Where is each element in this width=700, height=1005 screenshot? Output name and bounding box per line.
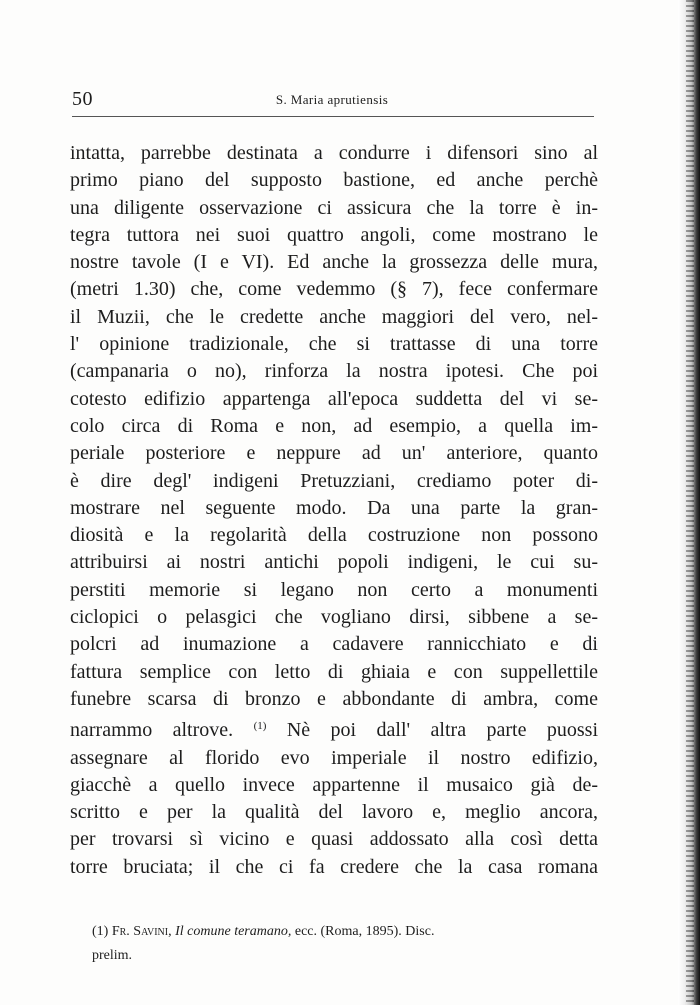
text-line: è dire degl' indigeni Pretuzziani, crediamo poter di- <box>70 469 598 492</box>
text-line: mostrare nel seguente modo. Da una parte la gran- <box>70 496 598 519</box>
text-line: intatta, parrebbe destinata a condurre i difensori sino al <box>70 142 598 164</box>
footnote-citation: ecc. (Roma, 1895). Disc. <box>294 924 435 939</box>
footnote <box>92 920 592 968</box>
text-segment: Nè poi dall' altra parte puossi <box>286 719 599 742</box>
text-line: tegra tuttora nei suoi quattro angoli, come mostrano le <box>70 223 598 246</box>
text-line: perstiti memorie si legano non certo a monumenti <box>70 578 598 601</box>
text-line: una diligente osservazione ci assicura che la torre è in- <box>70 196 598 219</box>
text-line: assegnare al florido evo imperiale il nostro edifizio, <box>70 746 598 769</box>
footnote-title: Il comune teramano, <box>175 924 292 939</box>
text-line: il Muzii, che le credette anche maggiori del vero, nel- <box>70 305 598 328</box>
text-line: ciclopici o pelasgici che vogliano dirsi, sibbene a se- <box>70 606 598 629</box>
body-text <box>70 140 598 881</box>
footnote-reference: (1) <box>253 720 267 733</box>
footnote-line: prelim. <box>92 948 133 963</box>
text-line: colo circa di Roma e non, ad esempio, a quella im- <box>70 414 598 437</box>
running-title: S. Maria aprutiensis <box>275 92 389 107</box>
page-header <box>72 88 592 108</box>
text-line: fattura semplice con letto di ghiaia e con suppellettile <box>70 660 598 683</box>
footnote-line <box>92 920 592 944</box>
text-line: periale posteriore e neppure ad un' anteriore, quanto <box>70 442 598 465</box>
text-segment: narrammo altrove. <box>70 719 234 742</box>
text-line: (metri 1.30) che, come vedemmo (§ 7), fece confermare <box>70 278 598 301</box>
text-line: (campanaria o no), rinforza la nostra ipotesi. Che poi <box>70 360 598 383</box>
text-line: diosità e la regolarità della costruzione non possono <box>70 524 598 547</box>
footnote-number: (1) <box>92 924 109 939</box>
footnote-author: Fr. Savini, <box>111 924 172 939</box>
text-line: nostre tavole (I e VI). Ed anche la grossezza delle mura, <box>70 251 598 274</box>
text-line: primo piano del supposto bastione, ed anche perchè <box>70 169 598 192</box>
text-line: giacchè a quello invece appartenne il musaico già de- <box>70 773 598 796</box>
text-line: per trovarsi sì vicino e quasi addossato alla così detta <box>70 828 598 851</box>
text-line: funebre scarsa di bronzo e abbondante di ambra, come <box>70 687 598 710</box>
page-binding-texture <box>686 0 694 1005</box>
text-line: l' opinione tradizionale, che si trattasse di una torre <box>70 333 598 356</box>
text-line: scritto e per la qualità del lavoro e, meglio ancora, <box>70 801 598 824</box>
text-line: cotesto edifizio appartenga all'epoca suddetta del vi se- <box>70 387 598 410</box>
header-rule <box>72 116 594 117</box>
text-line: torre bruciata; il che ci fa credere che la casa romana <box>70 855 598 878</box>
text-line-with-footnote-ref <box>70 713 598 744</box>
text-line: polcri ad inumazione a cadavere rannicchiato e di <box>70 633 598 656</box>
text-line: attribuirsi ai nostri antichi popoli indigeni, le cui su- <box>70 551 598 574</box>
page-number: 50 <box>72 88 93 110</box>
